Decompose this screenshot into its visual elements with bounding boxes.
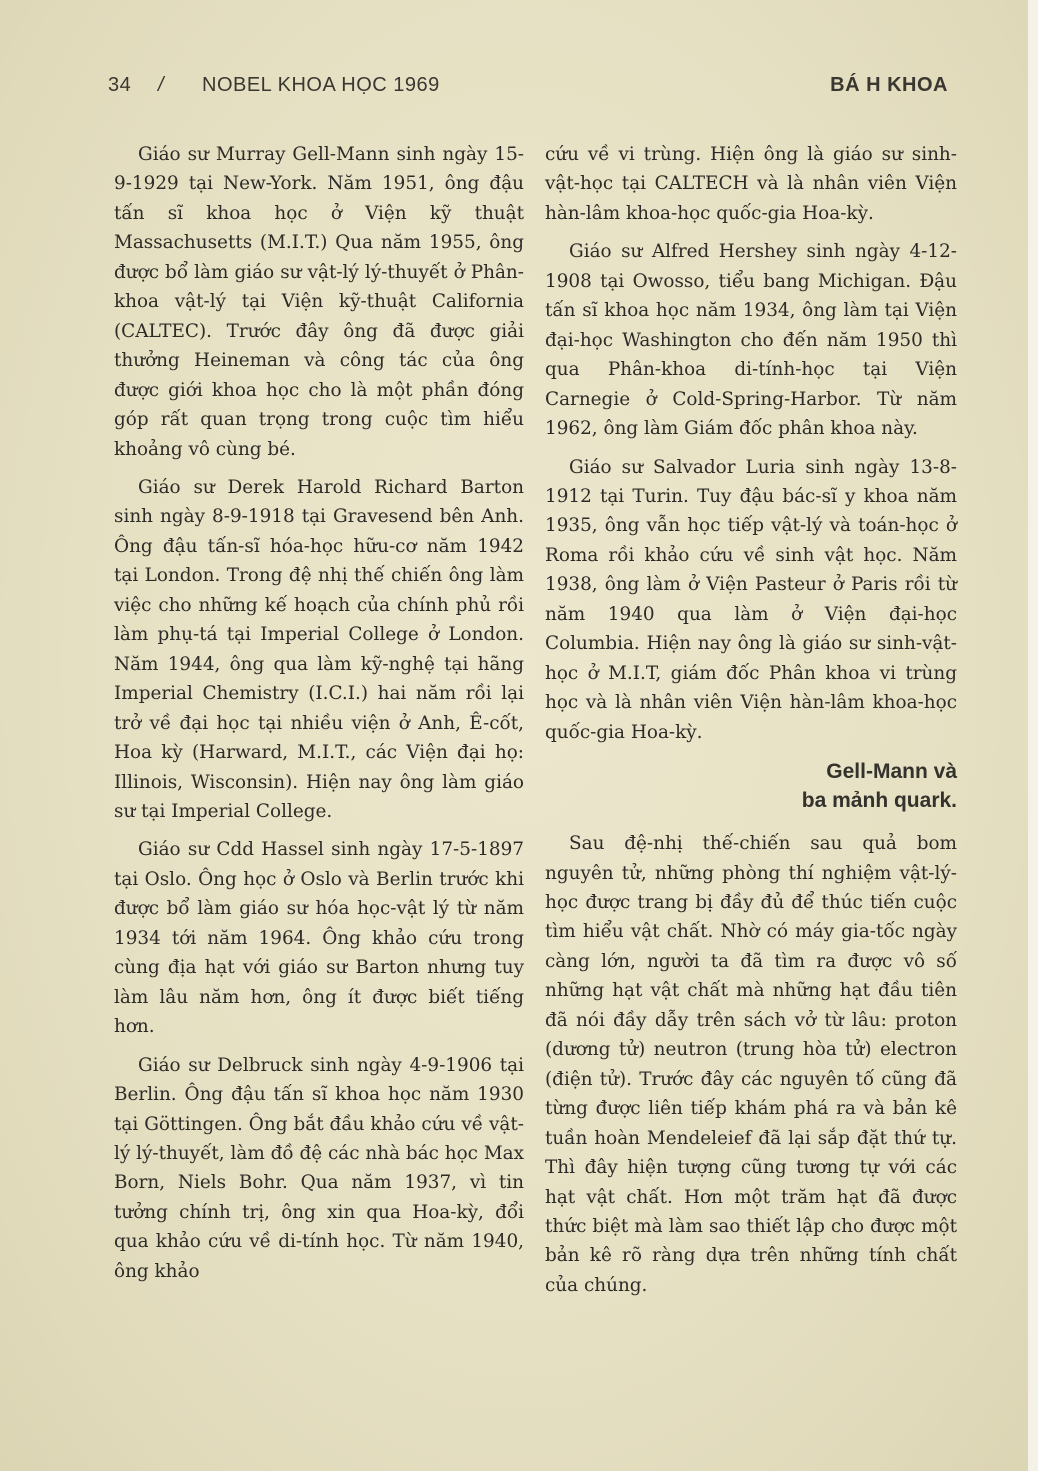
page-number: 34	[108, 74, 132, 96]
header-separator: /	[158, 74, 165, 96]
paragraph-delbruck-bio-continued: cứu về vi trùng. Hiện ông là giáo sư sinh-vật-học tại CALTECH và là nhân viên Viện hàn-lâm khoa-học quốc-gia Hoa-kỳ.	[545, 144, 957, 224]
right-column	[545, 140, 957, 1309]
journal-name: BÁ H KHOA	[830, 74, 948, 96]
paragraph-barton-bio: Giáo sư Derek Harold Richard Barton sinh ngày 8-9-1918 tại Gravesend bên Anh. Ông đậu tấn-sĩ hóa-học hữu-cơ năm 1942 tại London. Trong đệ nhị thế chiến ông làm việc cho những kế hoạch của chính phủ rồi làm phụ-tá tại Imperial College ở London. Năm 1944, ông qua làm kỹ-nghệ tại hãng Imperial Chemistry (I.C.I.) hai năm rồi lại trở về đại học tại nhiều viện ở Anh, Ê-cốt, Hoa kỳ (Harward, M.I.T., các Viện đại họ: Illinois, Wisconsin). Hiện nay ông làm giáo sư tại Imperial College.	[114, 476, 524, 822]
left-column	[114, 140, 524, 1295]
paragraph-quark-intro: Sau đệ-nhị thế-chiến sau quả bom nguyên tử, những phòng thí nghiệm vật-lý-học được trang bị đầy đủ để thúc tiến cuộc tìm hiểu vật chất. Nhờ có máy gia-tốc ngày càng lớn, người ta đã tìm ra được vô số những hạt vật chất mà những hạt đầu tiên đã nói đầy dẫy trên sách vở từ lâu: proton (dương tử) neutron (trung hòa tử) electron (điện tử). Trước đây các nguyên tố cũng đã từng được liên tiếp khám phá ra và bản kê tuần hoàn Mendeleief đã lại sắp đặt thứ tự. Thì đây hiện tượng cũng tương tự với các hạt vật chất. Hơn một trăm hạt đã được thức biệt mà làm sao thiết lập cho được một bản kê rõ ràng dựa trên những tính chất của chúng.	[545, 833, 957, 1296]
scan-edge	[1028, 0, 1038, 1471]
paragraph-hershey-bio: Giáo sư Alfred Hershey sinh ngày 4-12-1908 tại Owosso, tiểu bang Michigan. Đậu tấn sĩ khoa học năm 1934, ông làm tại Viện đại-học Washington cho đến năm 1950 thì qua Phân-khoa di-tính-học tại Viện Carnegie ở Cold-Spring-Harbor. Từ năm 1962, ông làm Giám đốc phân khoa này.	[545, 241, 957, 440]
section-heading-line-2: ba mảnh quark.	[801, 789, 957, 813]
page-header	[108, 74, 948, 106]
paragraph-luria-bio: Giáo sư Salvador Luria sinh ngày 13-8-1912 tại Turin. Tuy đậu bác-sĩ y khoa năm 1935, ông vẫn học tiếp vật-lý và toán-học ở Roma rồi khảo cứu về sinh vật học. Năm 1938, ông làm ở Viện Pasteur ở Paris rồi từ năm 1940 qua làm ở Viện đại-học Columbia. Hiện nay ông là giáo sư sinh-vật-học ở M.I.T, giám đốc Phân khoa vi trùng học và là nhân viên Viện hàn-lâm khoa-học quốc-gia Hoa-kỳ.	[545, 456, 957, 743]
paragraph-delbruck-bio: Giáo sư Delbruck sinh ngày 4-9-1906 tại Berlin. Ông đậu tấn sĩ khoa học năm 1930 tại Göttingen. Ông bắt đầu khảo cứu về vật-lý lý-thuyết, làm đồ đệ các nhà bác học Max Born, Niels Bohr. Qua năm 1937, vì tin tưởng chính trị, ông xin qua Hoa-kỳ, đổi qua khảo cứu về di-tính học. Từ năm 1940, ông khảo	[114, 1054, 524, 1282]
paragraph-gell-mann-bio: Giáo sư Murray Gell-Mann sinh ngày 15-9-1929 tại New-York. Năm 1951, ông đậu tấn sĩ khoa học ở Viện kỹ thuật Massachusetts (M.I.T.) Qua năm 1955, ông được bổ làm giáo sư vật-lý lý-thuyết ở Phân- khoa vật-lý tại Viện kỹ-thuật California (CALTEC). Trước đây ông đã được giải thưởng Heineman và công tác của ông được giới khoa học cho là một phần đóng góp rất quan trọng trong cuộc tìm hiểu khoảng vô cùng bé.	[114, 144, 524, 460]
section-heading	[545, 757, 957, 815]
section-heading-line-1: Gell-Mann và	[826, 760, 957, 784]
paragraph-hassel-bio: Giáo sư Cdd Hassel sinh ngày 17-5-1897 tại Oslo. Ông học ở Oslo và Berlin trước khi được bổ làm giáo sư hóa học-vật lý từ năm 1934 tới năm 1964. Ông khảo cứu trong cùng địa hạt với giáo sư Barton nhưng tuy làm lâu năm hơn, ông ít được biết tiếng hơn.	[114, 839, 524, 1038]
running-title: NOBEL KHOA HỌC 1969	[202, 74, 440, 96]
